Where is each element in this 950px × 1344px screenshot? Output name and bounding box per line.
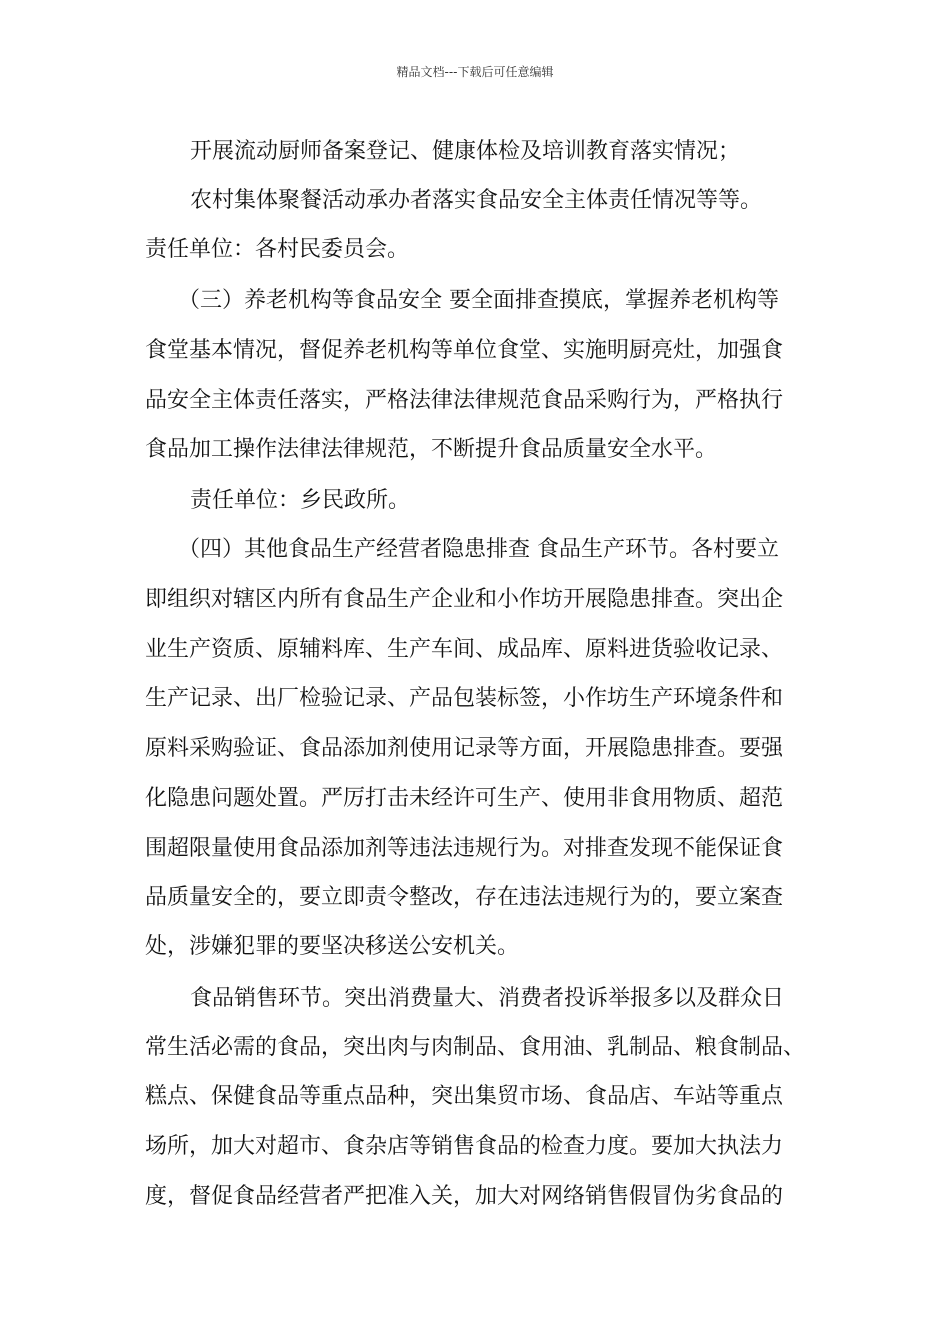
- text-line: （四）其他食品生产经营者隐患排查 食品生产环节。各村要立: [178, 537, 779, 562]
- text-line: 生产记录、出厂检验记录、产品包装标签，小作坊生产环境条件和: [145, 686, 784, 711]
- text-line: 处，涉嫌犯罪的要坚决移送公安机关。: [145, 934, 520, 959]
- text-line: 化隐患问题处置。严厉打击未经许可生产、使用非食用物质、超范: [145, 786, 784, 811]
- text-line: 场所，加大对超市、食杂店等销售食品的检查力度。要加大执法力: [145, 1134, 784, 1159]
- text-line: 食品加工操作法律法律规范，不断提升食品质量安全水平。: [145, 437, 718, 462]
- text-line: （三）养老机构等食品安全 要全面排查摸底，掌握养老机构等: [178, 288, 779, 313]
- text-line: 食品销售环节。突出消费量大、消费者投诉举报多以及群众日: [190, 986, 785, 1011]
- text-line: 即组织对辖区内所有食品生产企业和小作坊开展隐患排查。突出企: [145, 587, 784, 612]
- text-line: 原料采购验证、食品添加剂使用记录等方面，开展隐患排查。要强: [145, 736, 784, 761]
- text-line: 责任单位：乡民政所。: [190, 488, 411, 513]
- text-line: 开展流动厨师备案登记、健康体检及培训教育落实情况；: [190, 139, 741, 164]
- text-line: 糕点、保健食品等重点品种，突出集贸市场、食品店、车站等重点: [145, 1084, 784, 1109]
- text-line: 品质量安全的，要立即责令整改，存在违法违规行为的，要立案查: [145, 885, 784, 910]
- text-line: 农村集体聚餐活动承办者落实食品安全主体责任情况等等。: [190, 188, 763, 213]
- text-line: 品安全主体责任落实，严格法律法律规范食品采购行为，严格执行: [145, 388, 784, 413]
- text-line: 围超限量使用食品添加剂等违法违规行为。对排查发现不能保证食: [145, 836, 784, 861]
- text-line: 责任单位：各村民委员会。: [145, 237, 410, 262]
- text-line: 度，督促食品经营者严把准入关，加大对网络销售假冒伪劣食品的: [145, 1184, 784, 1209]
- text-line: 食堂基本情况，督促养老机构等单位食堂、实施明厨亮灶，加强食: [145, 338, 784, 363]
- text-line: 业生产资质、原辅料库、生产车间、成品库、原料进货验收记录、: [145, 637, 784, 662]
- page-header: 精品文档---下载后可任意编辑: [396, 65, 554, 79]
- text-line: 常生活必需的食品，突出肉与肉制品、食用油、乳制品、粮食制品、: [145, 1035, 806, 1060]
